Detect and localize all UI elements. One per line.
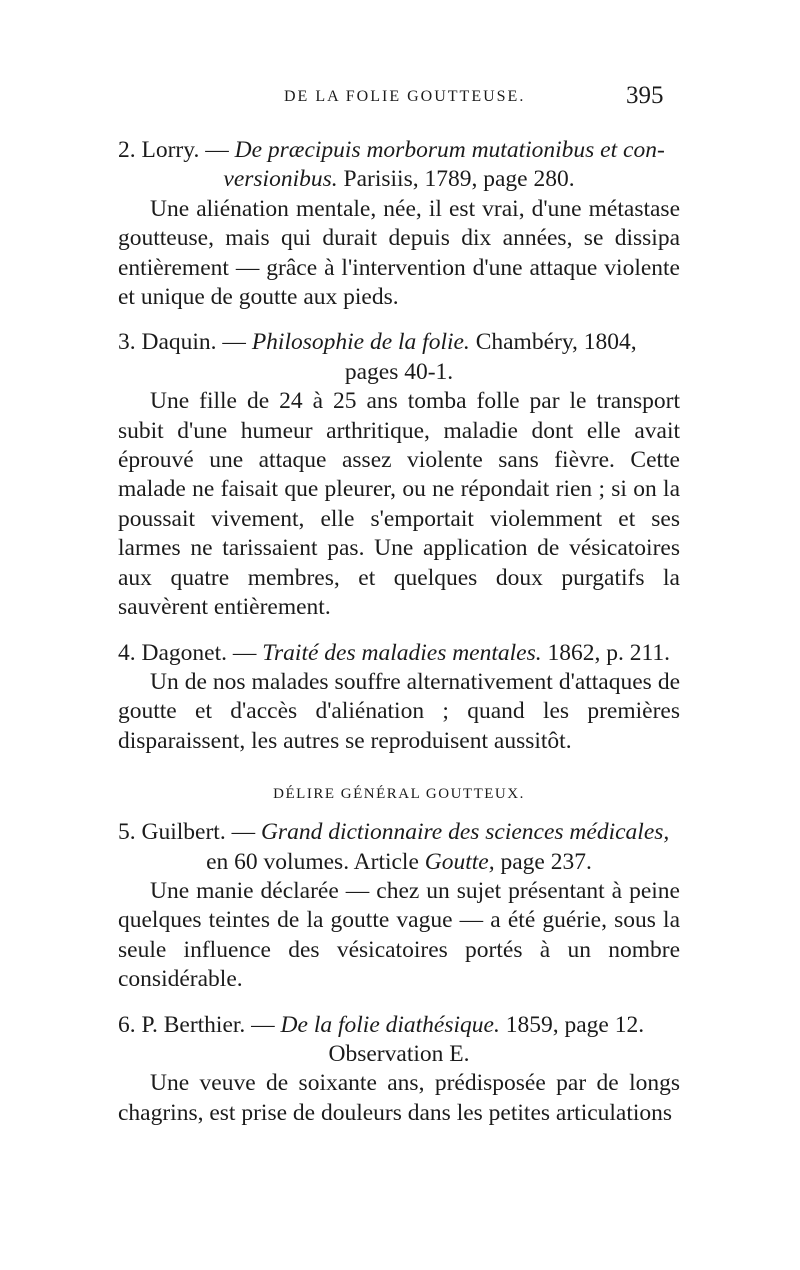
- reference-entry-5: [118, 818, 680, 877]
- entry-source: 1859, page 12.: [505, 1011, 645, 1038]
- entry-6-text: Une veuve de soixante ans, prédisposée par de longs chagrins, est prise de douleurs dans les petites articulations: [118, 1070, 680, 1126]
- reference-entry-4: [118, 639, 680, 668]
- entry-source-title: Goutte,: [424, 848, 495, 875]
- entry-title: De la folie diathésique.: [280, 1011, 500, 1038]
- entry-title: Grand dictionnaire des sciences médicales,: [260, 819, 670, 846]
- page-number: 395: [626, 82, 664, 109]
- entry-source: 1862, p. 211.: [547, 639, 671, 666]
- entry-author: Daquin. —: [141, 329, 246, 356]
- reference-entry-2: [118, 136, 680, 195]
- running-head: [0, 82, 800, 118]
- entry-4-text: Un de nos malades souffre alternativement d'attaques de goutte et d'accès d'aliénation ; quand les premières disparaissent, les autres se reproduisent aussitôt.: [118, 668, 680, 754]
- page-body: [118, 136, 680, 1128]
- entry-number: 2.: [118, 137, 136, 163]
- entry-5-text: Une manie déclarée — chez un sujet présentant à peine quelques teintes de la goutte vague — a été guérie, sous la seule influence des vésicatoires portés à un nombre considérable.: [118, 877, 680, 993]
- entry-source: Chambéry, 1804,: [475, 329, 637, 356]
- reference-entry-6: [118, 1011, 680, 1070]
- reference-entry-3: [118, 328, 680, 387]
- entry-author: Dagonet. —: [141, 639, 257, 666]
- spacer: [118, 312, 680, 328]
- entry-subtitle: Observation E.: [328, 1040, 470, 1067]
- entry-title-continued: versionibus.: [223, 166, 338, 193]
- entry-continuation: [118, 165, 680, 194]
- entry-title: Philosophie de la folie.: [251, 329, 470, 356]
- entry-number: 3.: [118, 329, 136, 356]
- entry-continuation: [118, 848, 680, 877]
- spacer: [118, 623, 680, 639]
- entry-pages: pages 40-1.: [344, 358, 454, 385]
- entry-number: 5.: [118, 819, 136, 846]
- entry-source-page: page 237.: [500, 848, 592, 875]
- entry-author: Lorry. —: [141, 137, 229, 163]
- entry-title: Traité des maladies mentales.: [262, 639, 542, 666]
- running-title: DE LA FOLIE GOUTTEUSE.: [284, 88, 526, 105]
- entry-author: P. Berthier. —: [141, 1011, 275, 1038]
- entry-3-text: Une fille de 24 à 25 ans tomba folle par le transport subit d'une humeur arthritique, maladie dont elle avait éprouvé une attaque assez violente sans fièvre. Cette malade ne faisait que pleurer, ou ne répondait rien ; si on la poussait vivement, elle s'emportait violemment et ses larmes ne tarissaient pas. Une application de vésicatoires aux quatre membres, et quelques doux purgatifs la sauvèrent entièrement.: [118, 388, 680, 621]
- entry-author: Guilbert. —: [141, 819, 256, 846]
- entry-number: 6.: [118, 1011, 136, 1038]
- spacer: [118, 995, 680, 1011]
- entry-number: 4.: [118, 639, 136, 666]
- section-heading: DÉLIRE GÉNÉRAL GOUTTEUX.: [273, 786, 525, 803]
- entry-2-text: Une aliénation mentale, née, il est vrai, d'une métastase goutteuse, mais qui durait depuis dix années, se dissipa entièrement — grâce à l'intervention d'une attaque violente et unique de goutte aux pieds.: [118, 195, 680, 311]
- entry-source: Parisiis, 1789, page 280.: [343, 166, 575, 193]
- entry-source: en 60 volumes. Article: [206, 848, 419, 875]
- entry-title: De præcipuis morborum mutationibus et con-: [234, 137, 665, 163]
